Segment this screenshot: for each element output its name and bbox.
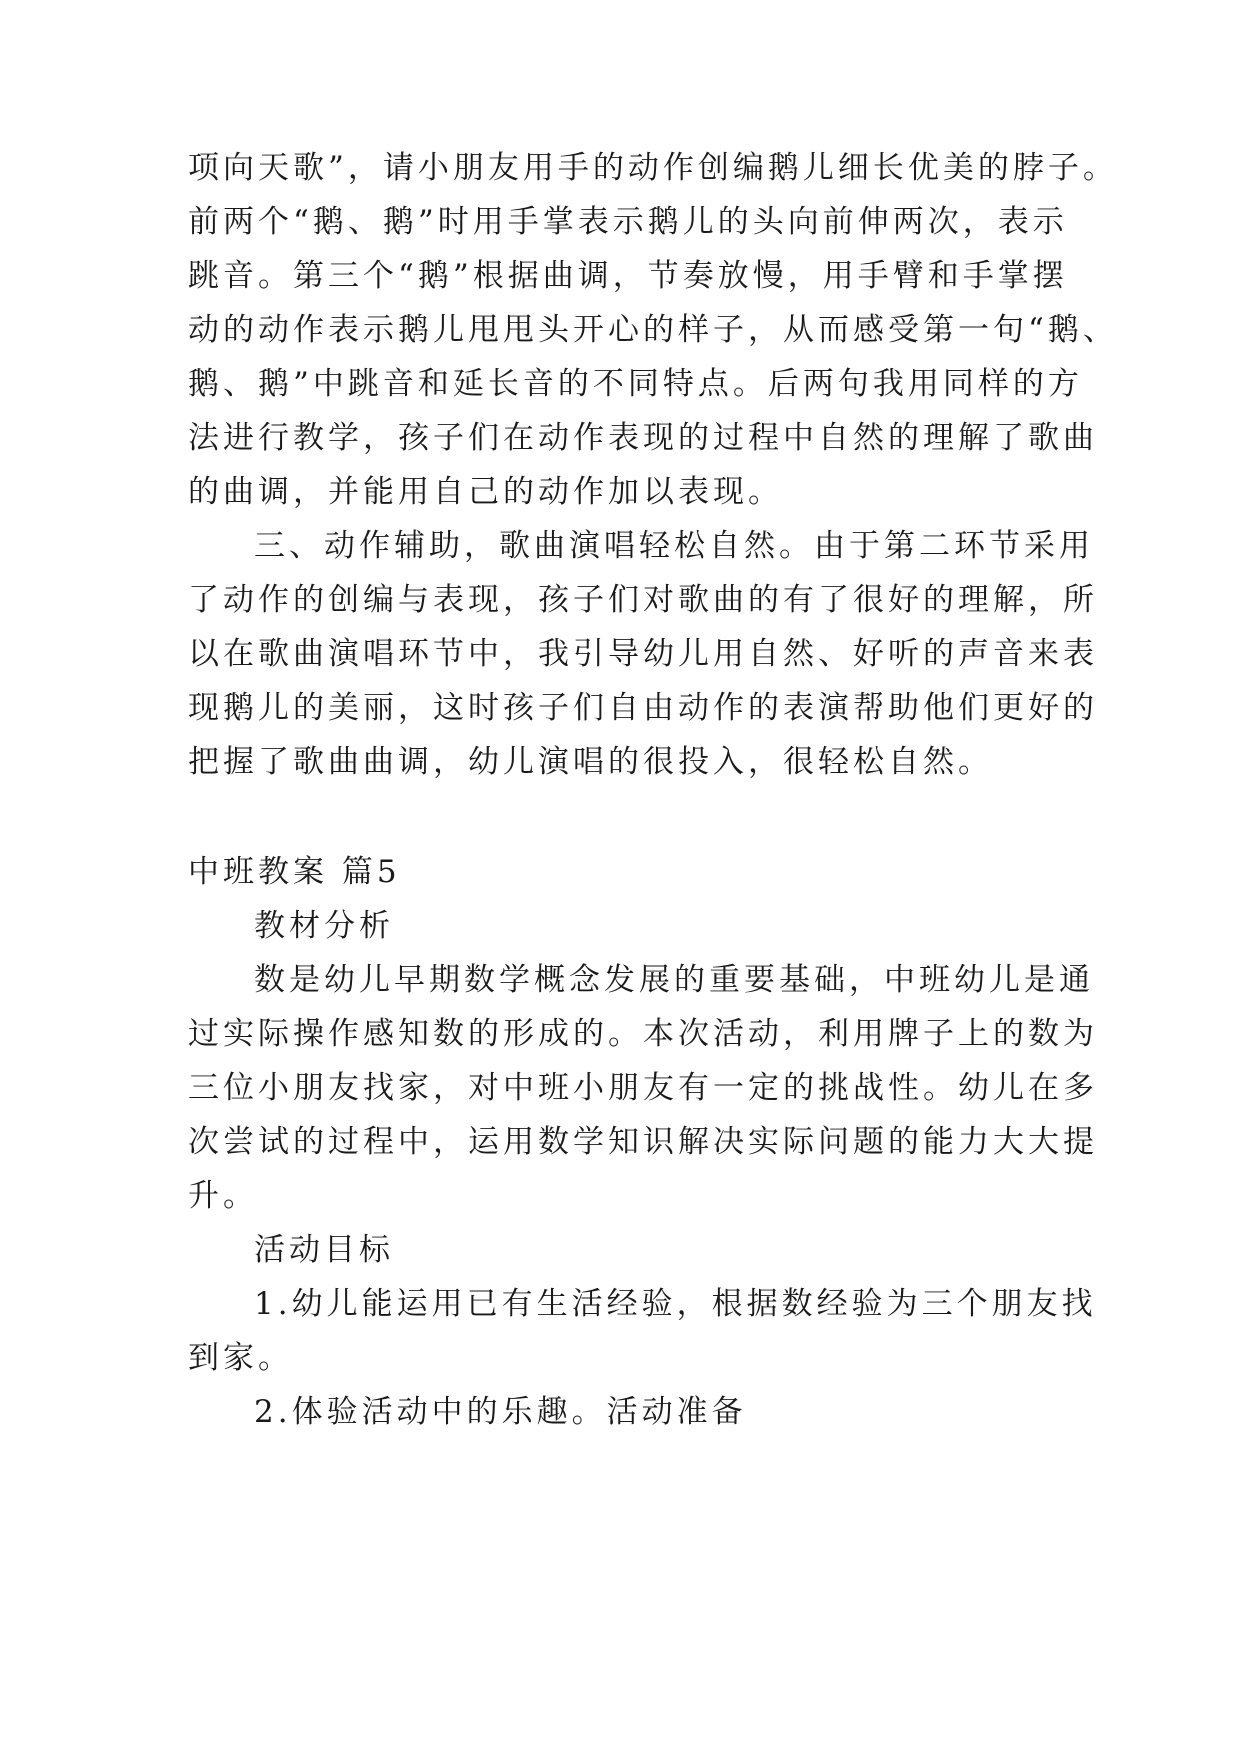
paragraph-line: 项向天歌”，请小朋友用手的动作创编鹅儿细长优美的脖子。 (188, 150, 1118, 186)
paragraph-line: 动的动作表示鹅儿甩甩头开心的样子，从而感受第一句“鹅、 (188, 312, 1118, 348)
paragraph-line: 三位小朋友找家，对中班小朋友有一定的挑战性。幼儿在多 (188, 1070, 1098, 1106)
list-item: 2.体验活动中的乐趣。活动准备 (254, 1394, 747, 1430)
list-item: 1.幼儿能运用已有生活经验，根据数经验为三个朋友找 (254, 1286, 1097, 1322)
paragraph-line: 次尝试的过程中，运用数学知识解决实际问题的能力大大提 (188, 1124, 1098, 1160)
paragraph-line: 三、动作辅助，歌曲演唱轻松自然。由于第二环节采用 (254, 528, 1094, 564)
paragraph-line: 升。 (188, 1178, 258, 1214)
subsection-heading: 教材分析 (254, 908, 394, 944)
paragraph-line: 跳音。第三个“鹅”根据曲调，节奏放慢，用手臂和手掌摆 (188, 258, 1068, 294)
paragraph-line: 了动作的创编与表现，孩子们对歌曲的有了很好的理解，所 (188, 582, 1098, 618)
paragraph-line: 数是幼儿早期数学概念发展的重要基础，中班幼儿是通 (254, 962, 1094, 998)
paragraph-line: 的曲调，并能用自己的动作加以表现。 (188, 474, 783, 510)
paragraph-line: 把握了歌曲曲调，幼儿演唱的很投入，很轻松自然。 (188, 744, 993, 780)
paragraph-line: 法进行教学，孩子们在动作表现的过程中自然的理解了歌曲 (188, 420, 1098, 456)
paragraph-line: 过实际操作感知数的形成的。本次活动，利用牌子上的数为 (188, 1016, 1098, 1052)
paragraph-line: 前两个“鹅、鹅”时用手掌表示鹅儿的头向前伸两次，表示 (188, 204, 1068, 240)
paragraph-line: 鹅、鹅”中跳音和延长音的不同特点。后两句我用同样的方 (188, 366, 1083, 402)
section-heading: 中班教案 篇5 (188, 854, 401, 890)
list-item-continuation: 到家。 (188, 1340, 293, 1376)
paragraph-line: 以在歌曲演唱环节中，我引导幼儿用自然、好听的声音来表 (188, 636, 1098, 672)
paragraph-line: 现鹅儿的美丽，这时孩子们自由动作的表演帮助他们更好的 (188, 690, 1098, 726)
subsection-heading: 活动目标 (254, 1232, 394, 1268)
